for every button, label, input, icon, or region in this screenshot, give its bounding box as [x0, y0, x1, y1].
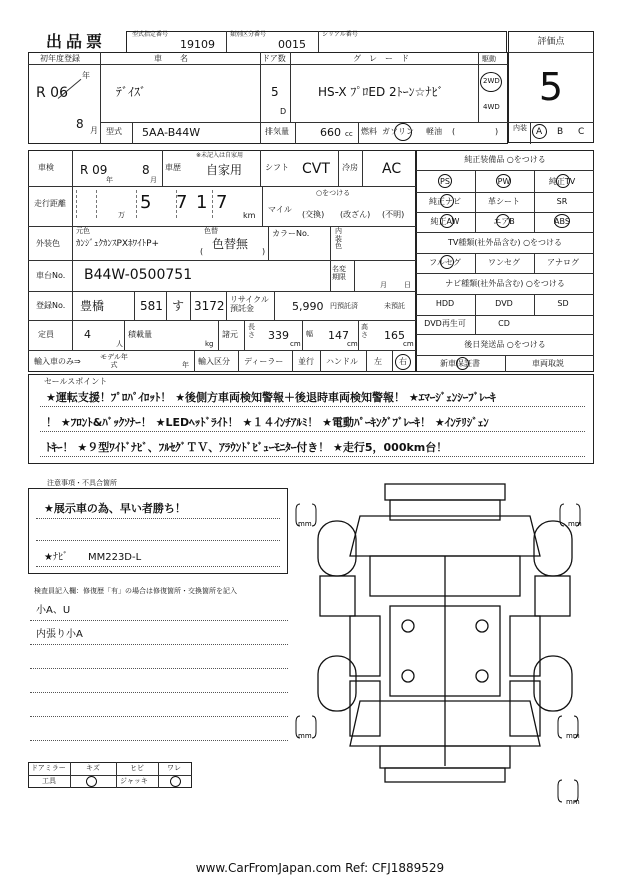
engine-bay — [350, 516, 540, 556]
dims-label: 諸元 — [222, 330, 238, 339]
use-label: 車歴 — [165, 163, 181, 172]
front-left-wheel — [318, 521, 356, 576]
inspection-year-unit: 年 — [106, 176, 113, 184]
class-no-label: 類別区分番号 — [230, 31, 267, 38]
notes-line-1: ★展示車の為、早い者勝ち！ — [44, 502, 186, 515]
drive-label: 駆動 — [482, 55, 496, 63]
drive-2wd: 2WD — [483, 77, 500, 85]
height-cm: cm — [403, 340, 414, 348]
int-c: C — [578, 127, 585, 137]
mm-label-rl: mm — [298, 732, 312, 740]
equip-airbag-circle — [496, 214, 510, 228]
inspection-value: R 09 — [80, 163, 108, 177]
int-a: A — [536, 127, 543, 137]
use-value: 自家用 — [206, 163, 243, 177]
use-note: ※未記入は自家用 — [196, 152, 244, 159]
equip-aw: 純正AW — [430, 217, 460, 226]
shift-value: CVT — [302, 161, 330, 177]
transfer-label: 名変期限 — [332, 265, 346, 281]
legend-mirror: ドアミラー — [31, 764, 66, 772]
orig-color-label: 元色 — [76, 227, 90, 235]
footer-ref: www.CarFromJapan.com Ref: CFJ1889529 — [195, 861, 445, 875]
transfer-month-unit: 月 — [380, 281, 387, 289]
shift-label: シフト — [265, 163, 289, 172]
left-fender — [320, 576, 355, 616]
color-no-label: カラーNo. — [272, 229, 310, 238]
legend-jack-circle — [170, 776, 181, 787]
width-cm: cm — [347, 340, 358, 348]
mileage-digit-2: 1 — [196, 192, 208, 213]
navi-header: ナビ種類(社外品含む) ○をつける — [445, 279, 565, 288]
reg-month-unit: 月 — [90, 126, 98, 135]
capacity-label: 定員 — [38, 330, 54, 339]
docs-header: 後日発送品 ○をつける — [464, 340, 546, 349]
height-label: 高さ — [361, 323, 368, 339]
ac-label: 冷房 — [342, 163, 358, 172]
color-change: 色替無 — [212, 237, 249, 251]
equip-leather: 革シート — [488, 197, 520, 206]
import-dealer: ディーラー — [244, 357, 284, 366]
mm-label-rr: mm — [566, 732, 580, 740]
interior-label: 内装 — [513, 124, 527, 132]
equip-tv-circle — [556, 174, 570, 188]
doors-label: ドア数 — [262, 54, 286, 63]
mileage-man-unit: 万 — [118, 211, 125, 219]
mile-label: マイル — [268, 205, 292, 214]
notes-line-2: ★ﾅﾋﾞ MM223D-L — [44, 552, 142, 563]
color-change-label: 色替 — [204, 227, 218, 235]
mm-label-fl: mm — [298, 520, 312, 528]
front-right-wheel — [534, 521, 572, 576]
opt-modified: 改ざん — [343, 210, 368, 219]
navi-dvd: DVD — [495, 299, 513, 308]
plate-number: 3172 — [194, 299, 225, 313]
doors: 5 — [271, 85, 279, 99]
width-value: 147 — [328, 329, 349, 342]
reg-label: 初年度登録 — [40, 54, 80, 63]
width-label: 幅 — [306, 330, 313, 338]
import-parallel: 並行 — [298, 357, 314, 366]
opt-unknown: 不明 — [385, 210, 402, 219]
legend-tools: 工具 — [42, 777, 56, 785]
length-cm: cm — [290, 340, 301, 348]
legend-tools-circle — [86, 776, 97, 787]
tv-analog: アナログ — [547, 258, 579, 267]
door-suffix: D — [280, 107, 287, 116]
equip-pw-circle — [496, 174, 511, 188]
fuel-gasoline: ガソリン — [382, 127, 414, 136]
equip-pw: PW — [497, 177, 511, 186]
rear-bumper — [385, 768, 505, 782]
sales-line-2: ！ ★ﾌﾛﾝﾄ&ﾊﾞｯｸｿﾅｰ！ ★LEDﾍｯﾄﾞﾗｲﾄ！ ★１４ｲﾝﾁｱﾙﾐ！ ★電動ﾊﾟｰｷﾝｸﾞﾌﾞﾚｰｷ！ ★ｲﾝﾃﾘｼﾞｪﾝ — [46, 416, 489, 429]
plate-kana: す — [172, 299, 185, 313]
inspector-label: 検査員記入欄：修復歴「有」の場合は修復箇所・交換箇所を記入 — [34, 587, 237, 595]
mileage-digit-1: 7 — [176, 192, 188, 213]
sales-line-1: ★運転支援！ﾌﾟﾛﾊﾟｲﾛｯﾄ！ ★後側方車両検知警報＋後退時車両検知警報！ ★ｴﾏｰｼﾞｪﾝｼｰﾌﾞﾚｰｷ — [46, 391, 496, 404]
handle-right-circle — [395, 354, 411, 370]
fuel-circle — [394, 123, 412, 141]
equip-abs: ABS — [554, 217, 570, 226]
equip-airbag: エアB — [493, 217, 515, 226]
car-name: ﾃﾞｲｽﾞ — [116, 85, 147, 99]
equip-ps-circle — [438, 174, 452, 188]
recycle-label: リサイクル預託金 — [230, 295, 269, 313]
tv-header: TV種類(社外品含む) ○をつける — [447, 238, 563, 247]
tv-oneseg: ワンセグ — [488, 258, 520, 267]
form-title: 出品票 — [46, 32, 107, 51]
legend-jack: ジャッキ — [120, 777, 148, 785]
navi-dvd-play: DVD再生可 — [424, 319, 466, 328]
load-label: 積載量 — [128, 330, 152, 339]
equip-header: 純正装備品 ○をつける — [464, 155, 546, 164]
plate-label: 登録No. — [36, 301, 66, 310]
odometer — [76, 190, 236, 220]
eval-label: 評価点 — [537, 37, 565, 47]
recycle-value: 5,990 — [292, 300, 324, 313]
load-unit: kg — [205, 340, 214, 348]
inspector-line-1: 小A、U — [36, 605, 71, 616]
capacity-value: 4 — [84, 328, 91, 341]
cc-unit: cc — [345, 130, 353, 138]
length-label: 長さ — [248, 323, 255, 339]
equip-navi-circle — [440, 194, 454, 208]
mileage-digit-3: 7 — [216, 192, 228, 213]
car-frame-diagram — [290, 476, 600, 816]
equip-tv: 純正TV — [548, 177, 576, 186]
model: 5AA-B44W — [142, 126, 201, 139]
import-label: 輸入車のみ⇒ — [34, 357, 81, 366]
plate-area: 豊橋 — [80, 299, 105, 313]
type-no-label: 型式指定番号 — [132, 31, 169, 38]
hood-front — [390, 500, 500, 520]
type-no: 19109 — [180, 38, 215, 51]
equip-ps: PS — [440, 177, 450, 186]
handle-right: 右 — [399, 357, 407, 366]
plate-class: 581 — [140, 299, 163, 313]
right-fender — [535, 576, 570, 616]
transfer-day-unit: 日 — [404, 281, 411, 289]
navi-sd: SD — [557, 299, 569, 308]
inspection-month-unit: 月 — [150, 176, 157, 184]
handle-label: ハンドル — [326, 357, 358, 366]
docs-warranty: 新車保証書 — [440, 359, 480, 368]
int-b: B — [557, 127, 564, 137]
docs-warranty-circle — [456, 357, 469, 370]
sales-label: セールスポイント — [44, 377, 108, 386]
orig-color: ｶﾝｼﾞｭｸｶﾝｽPXﾎﾜｲﾄP+ — [76, 239, 160, 249]
handle-left: 左 — [374, 357, 382, 366]
equip-aw-circle — [440, 214, 454, 228]
mileage-label: 走行距離 — [34, 199, 66, 208]
chassis-label: 車台No. — [36, 271, 66, 280]
eval-score: 5 — [538, 65, 564, 109]
drive-4wd: 4WD — [483, 103, 500, 111]
recycle-unpaid: 未預託 — [384, 302, 405, 310]
notes-label: 注意事項・不具合箇所 — [44, 480, 120, 487]
car-name-label: 車名 — [154, 54, 206, 63]
int-a-circle — [532, 124, 547, 139]
equip-abs-circle — [554, 214, 570, 228]
ac-value: AC — [382, 161, 402, 177]
legend-break: ワレ — [167, 764, 181, 772]
reg-month: 8 — [76, 117, 84, 131]
tv-fullseg: フルセグ — [429, 258, 461, 267]
model-year-unit: 年 — [182, 361, 189, 369]
class-no: 0015 — [278, 38, 306, 51]
capacity-unit: 人 — [116, 340, 123, 348]
fuel-label: 燃料 — [361, 127, 377, 136]
front-bumper — [385, 484, 505, 500]
cc-label: 排気量 — [265, 127, 289, 136]
tv-fullseg-circle — [440, 255, 454, 269]
mileage-circle-note: ○をつける — [316, 189, 351, 197]
inspection-label: 車検 — [38, 163, 54, 172]
inspector-line-2: 内張り小A — [36, 629, 83, 640]
equip-navi: 純正ナビ — [429, 197, 461, 206]
color-label: 外装色 — [36, 239, 60, 248]
serial-label: シリアル番号 — [322, 31, 358, 38]
equip-sr: SR — [556, 197, 568, 206]
import-type-label: 輸入区分 — [198, 357, 230, 366]
sales-line-3: ﾄｷｰ！ ★９型ﾜｲﾄﾞﾅﾋﾞ、ﾌﾙｾｸﾞＴＶ、ｱﾗｳﾝﾄﾞﾋﾞｭｰﾓﾆﾀｰ付き！ ★走行5，000km台！ — [46, 441, 448, 454]
legend-scratch: キズ — [86, 764, 100, 772]
mileage-man: 5 — [140, 192, 152, 213]
chassis-value: B44W-0500751 — [84, 267, 193, 283]
mm-label-fr: mm — [568, 520, 582, 528]
reg-era-year: R 06 — [36, 85, 68, 101]
navi-hdd: HDD — [435, 299, 455, 308]
fuel-diesel: 軽油 — [426, 127, 442, 136]
length-value: 339 — [268, 329, 289, 342]
reg-year-unit: 年 — [82, 71, 90, 80]
navi-cd: CD — [498, 319, 510, 328]
drive-2wd-circle — [480, 72, 502, 92]
docs-manual: 車両取説 — [532, 359, 564, 368]
opt-swap: 交換 — [305, 210, 322, 219]
height-value: 165 — [384, 329, 405, 342]
mileage-unit: km — [243, 211, 256, 220]
grade-label: グレード — [353, 54, 417, 63]
cc-value: 660 — [320, 126, 341, 139]
legend-crack: ヒビ — [130, 764, 144, 772]
inspection-month: 8 — [142, 163, 150, 177]
model-label: 型式 — [106, 127, 122, 136]
int-color-label: 内装色 — [335, 227, 342, 251]
grade: HS-X ﾌﾟﾛED 2ﾄｰﾝ☆ﾅﾋﾞ — [318, 85, 444, 99]
recycle-unit: 円預託済 — [330, 302, 358, 310]
model-year-label: モデル年式 — [100, 353, 128, 369]
mm-label-rear: mm — [566, 798, 580, 806]
